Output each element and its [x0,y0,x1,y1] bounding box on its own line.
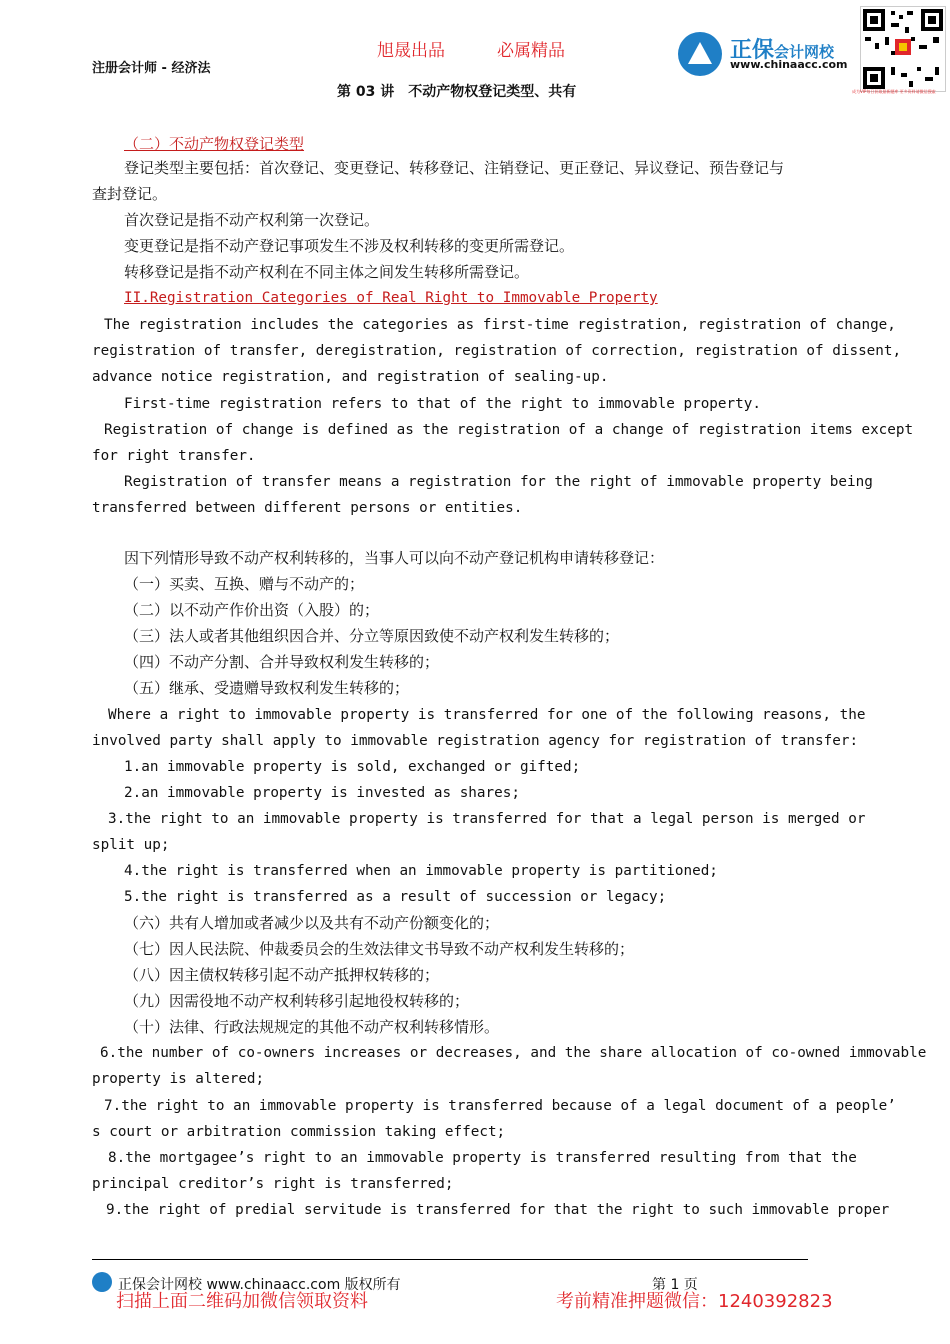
footer-copyright: 正保会计网校 www.chinaacc.com 版权所有 [118,1277,401,1293]
body-line: 转移登记是指不动产权利在不同主体之间发生转移所需登记。 [124,263,530,281]
qr-code-icon [860,6,946,92]
body-line: （三）法人或者其他组织因合并、分立等原因致使不动产权利发生转移的； [124,627,620,645]
body-line: （九）因需役地不动产权利转移引起地役权转移的； [124,992,470,1010]
body-line: for right transfer. [92,448,256,464]
body-line: 2.an immovable property is invested as shares; [124,785,520,801]
body-line: 首次登记是指不动产权利第一次登记。 [124,211,380,229]
brand-logo [678,30,858,78]
footer-divider [92,1259,808,1260]
body-line: （十）法律、行政法规规定的其他不动产权利转移情形。 [124,1018,500,1036]
body-line: 因下列情形导致不动产权利转移的，当事人可以向不动产登记机构申请转移登记： [124,549,665,567]
body-line: （二）不动产物权登记类型 [124,135,305,153]
body-line: Registration of change is defined as the registration of a change of registration items except [104,422,914,438]
body-line: Where a right to immovable property is transferred for one of the following reasons, the [108,707,866,723]
body-line: 查封登记。 [92,185,168,203]
body-line: principal creditor’s right is transferred; [92,1176,454,1192]
body-line: 8.the mortgagee’s right to an immovable property is transferred resulting from that the [108,1150,857,1166]
body-line: 3.the right to an immovable property is transferred for that a legal person is merged or [108,811,866,827]
body-line: （二）以不动产作价出资（入股）的； [124,601,380,619]
body-line: Registration of transfer means a registration for the right of immovable property being [124,474,873,490]
logo-url: www.chinaacc.com [730,58,848,71]
body-line: 9.the right of predial servitude is transferred for that the right to such immovable proper [106,1202,890,1218]
body-line: split up; [92,837,170,853]
logo-mark-icon [678,32,722,76]
slogan-left: 旭晟出品 [377,41,445,61]
body-line: （五）继承、受遗赠导致权利发生转移的； [124,679,410,697]
body-line: 变更登记是指不动产登记事项发生不涉及权利转移的变更所需登记。 [124,237,575,255]
body-line: （一）买卖、互换、赠与不动产的； [124,575,365,593]
body-line: 登记类型主要包括：首次登记、变更登记、转移登记、注销登记、更正登记、异议登记、预告登记与 [124,159,785,177]
body-line: s court or arbitration commission taking effect; [92,1124,506,1140]
body-line: involved party shall apply to immovable registration agency for registration of transfer: [92,733,859,749]
body-line: 5.the right is transferred as a result of succession or legacy; [124,889,667,905]
body-line: transferred between different persons or entities. [92,500,523,516]
body-line: advance notice registration, and registration of sealing-up. [92,369,609,385]
body-line: registration of transfer, deregistration, registration of correction, registration of dissent, [92,343,902,359]
body-line: 6.the number of co-owners increases or decreases, and the share allocation of co-owned immovable [100,1045,927,1061]
slogan-right: 必属精品 [497,41,565,61]
page-title: 第 03 讲 不动产物权登记类型、共有 [337,84,577,100]
qr-note: 成为VIP每日获取最新题库 更多资料请微信搜索 [852,89,936,94]
body-line: The registration includes the categories as first-time registration, registration of change, [104,317,896,333]
body-line: First-time registration refers to that of the right to immovable property. [124,396,761,412]
body-line: （七）因人民法院、仲裁委员会的生效法律文书导致不动产权利发生转移的； [124,940,635,958]
footer-logo-icon [92,1272,112,1292]
body-line: （六）共有人增加或者减少以及共有不动产份额变化的； [124,914,500,932]
footer-promo-right: 考前精准押题微信：1240392823 [556,1291,833,1312]
body-line: （八）因主债权转移引起不动产抵押权转移的； [124,966,440,984]
body-line: 4.the right is transferred when an immovable property is partitioned; [124,863,718,879]
page-number: 第 1 页 [652,1277,698,1293]
body-line: （四）不动产分割、合并导致权利发生转移的； [124,653,440,671]
footer-promo-left: 扫描上面二维码加微信领取资料 [116,1291,368,1312]
body-line: 1.an immovable property is sold, exchanged or gifted; [124,759,581,775]
body-line: property is altered; [92,1071,265,1087]
body-line: 7.the right to an immovable property is transferred because of a legal document of a people’ [104,1098,896,1114]
body-line: II.Registration Categories of Real Right to Immovable Property [124,290,658,306]
logo-text: 正保会计网校 [730,38,835,63]
course-label: 注册会计师 - 经济法 [92,61,211,76]
